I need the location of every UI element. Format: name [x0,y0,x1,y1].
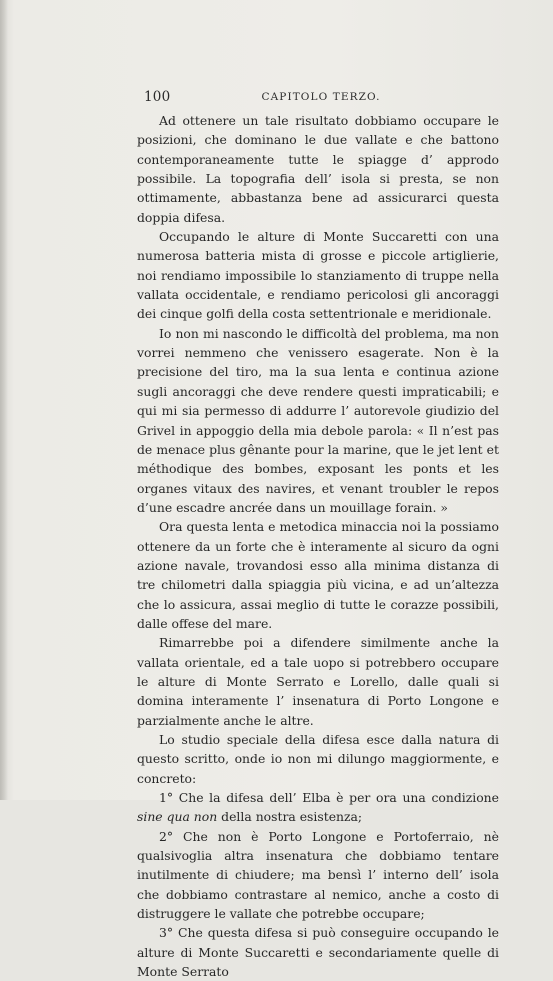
paragraph-occupy-positions: Ad ottenere un tale risultato dobbiamo occupare le posizioni, che dominano le due vallate e che battono contemporaneamente tutte le spiagge d’ approdo possibile. La topografia dell’ isola si presta, se non ottimamente, abbastanza bene ad assicurarci questa doppia difesa. [137,113,499,225]
point-one-text-end: della nostra esistenza; [217,809,363,825]
point-one-text-start: 1° Che la difesa dell’ Elba è per ora una condizione [159,790,499,806]
page-number: 100 [144,89,171,105]
paragraph-monte-succaretti: Occupando le alture di Monte Succaretti con una numerosa batteria mista di grosse e piccole artiglierie, noi rendiamo impossibile lo stanziamento di truppe nella vallata occidentale, e rendiamo pericolosi gli ancoraggi dei cinque golfi della costa settentrionale e meridionale. [137,229,499,322]
paragraph-slow-threat: Ora questa lenta e metodica minaccia noi la possiamo ottenere da un forte che è interamente al sicuro da ogni azione navale, trovandosi esso alla minima distanza di tre chilometri dalla spiaggia più vicina, e ad un’altezza che lo assicura, assai meglio di tutte le corazze possibili, dalle offese del mare. [137,519,499,631]
paragraph-point-three: 3° Che questa difesa si può conseguire occupando le alture di Monte Succaretti e secondariamente quelle di Monte Serrato [137,925,499,980]
paragraph-point-one [137,788,499,827]
body-text [137,111,499,981]
binding-shadow [0,0,8,800]
chapter-title: CAPITOLO TERZO. [261,91,381,103]
paragraph-point-two: 2° Che non è Porto Longone e Portoferraio, nè qualsivoglia altra insenatura che dobbiamo tentare inutilmente di chiudere; ma bensì l’ interno dell’ isola che dobbiamo contrastare al nemico, anche a costo di distruggere le vallate che potrebbe occupare; [137,828,499,922]
paragraph-grivel-quote: Io non mi nascondo le difficoltà del problema, ma non vorrei nemmeno che venissero esagerate. Non è la precisione del tiro, ma la sua lenta e continua azione sugli ancoraggi che deve rendere questi impraticabili; e qui mi sia permesso di addurre l’ autorevole giudizio del Grivel in appoggio della mia debole parola: « Il n’est pas de menace plus gênante pour la marine, que le jet lent et méthodique des bombes, exposant les ponts et les organes vitaux des navires, et venant troubler le repos d’une escadre ancrée dans un mouillage forain. » [137,325,499,515]
running-head [138,89,498,109]
paragraph-eastern-valley: Rimarrebbe poi a difendere similmente anche la vallata orientale, ed a tale uopo si potrebbero occupare le alture di Monte Serrato e Lorello, dalle quali si domina interamente l’ insenatura di Porto Longone e parzialmente anche le altre. [137,635,499,728]
paragraph-conclusion-intro: Lo studio speciale della difesa esce dalla natura di questo scritto, onde io non mi dilungo maggiormente, e concreto: [137,732,499,786]
point-one-latin-phrase: sine qua non [137,809,218,825]
